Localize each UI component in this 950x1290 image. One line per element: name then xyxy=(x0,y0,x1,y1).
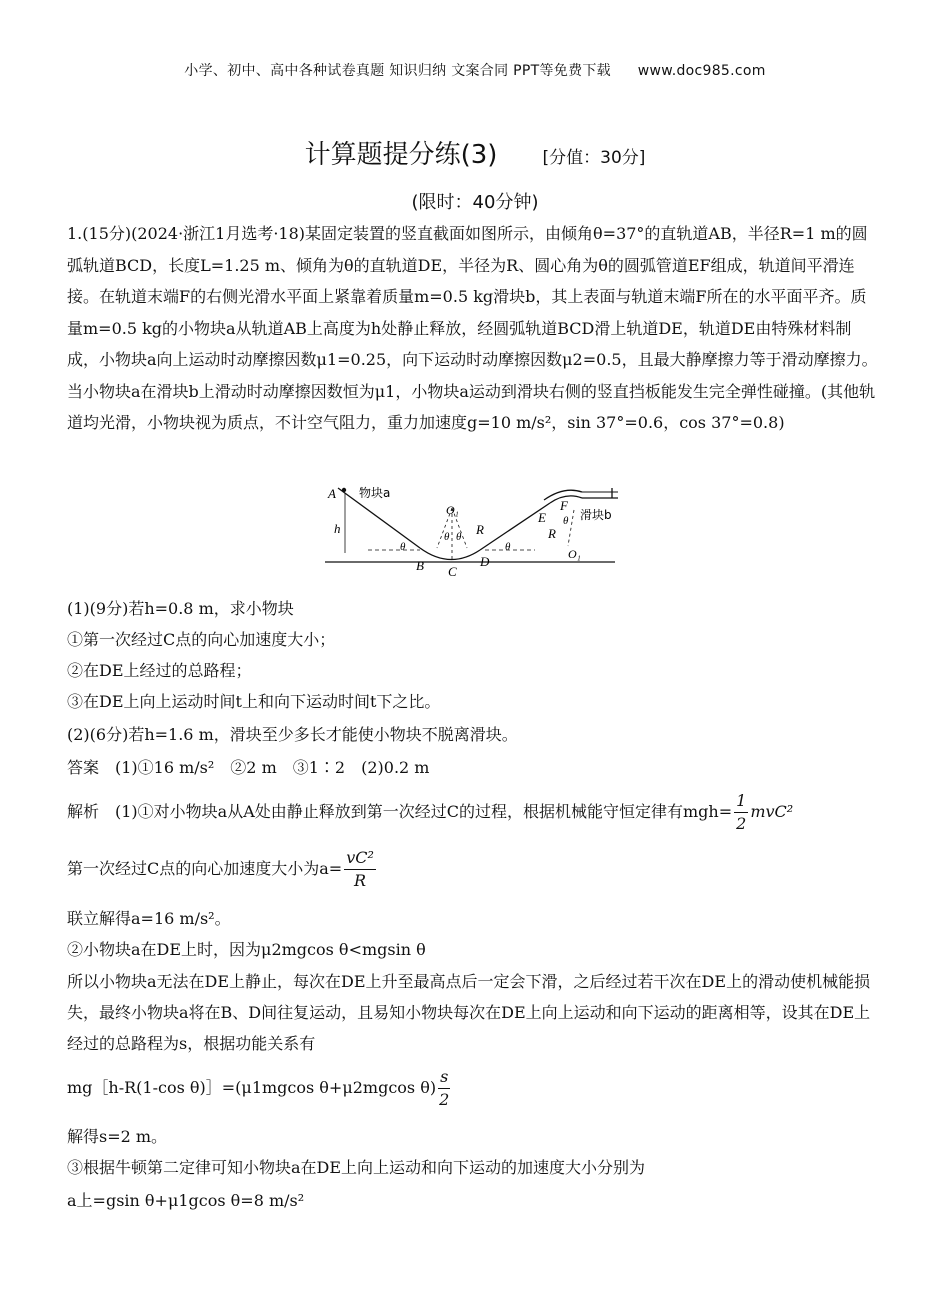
label-theta-center2: θ xyxy=(456,531,462,543)
label-e: E xyxy=(538,510,546,525)
solution-1b: 第一次经过C点的向心加速度大小为a= $\frac{\text{vC²}}{R}$ xyxy=(67,848,374,890)
label-theta-ef: θ xyxy=(563,515,569,527)
solution-1c: 联立解得a=16 m/s²。 xyxy=(67,909,231,928)
answer: 答案 (1)①16 m/s² ②2 m ③1∶2 (2)0.2 m xyxy=(67,758,430,777)
label-theta-center1: θ xyxy=(444,531,450,543)
label-r-left: R xyxy=(476,522,484,537)
label-b: B xyxy=(416,558,424,573)
problem-stem: 1.(15分)(2024·浙江1月选考·18)某固定装置的竖直截面如图所示，由倾角θ=37°的直轨道AB，半径R=1 m的圆弧轨道BCD，长度L=1.25 m、倾角为θ的直轨道DE，半径为R、圆心角为θ的圆弧管道EF组成，轨道间平滑连接。在轨道末端F的右侧光滑水平面上紧靠着质量m=0.5 kg滑块b，其上表面与轨道末端F所在的水平面平齐。质量m=0.5 kg的小物块a从轨道AB上高度为h处静止释放，经圆弧轨道BCD滑上轨道DE，轨道DE由特殊材料制成，小物块a向上运动时动摩擦因数μ1=0.25，向下运动时动摩擦因数μ2=0.5，且最大静摩擦力等于滑动摩擦力。当小物块a在滑块b上滑动时动摩擦因数恒为μ1，小物块a运动到滑块右侧的竖直挡板能发生完全弹性碰撞。(其他轨道均光滑，小物块视为质点，不计空气阻力，重力加速度g=10 m/s²，sin 37°=0.6，cos 37°=0.8) xyxy=(67,224,878,432)
label-c: C xyxy=(448,564,457,578)
page-header xyxy=(0,60,950,80)
label-h: h xyxy=(334,521,341,536)
label-a: A xyxy=(328,486,336,501)
header-text: 小学、初中、高中各种试卷真题 知识归纳 文案合同 PPT等免费下载 xyxy=(184,63,611,79)
solution-1a: 解析 (1)①对小物块a从A处由静止释放到第一次经过C的过程，根据机械能守恒定律有mgh= $\frac{1}{2}$ mvC² xyxy=(67,791,794,833)
fraction-half: $\frac{1}{2}$ xyxy=(736,791,747,833)
label-o1-left: O₁ xyxy=(446,503,459,517)
label-d: D xyxy=(480,554,490,569)
solution-3a: ③根据牛顿第二定律可知小物块a在DE上向上运动和向下运动的加速度大小分别为 xyxy=(67,1158,646,1177)
title-main: 计算题提分练(3) xyxy=(304,140,498,170)
fraction-s-2: $\frac{s}{2}$ xyxy=(439,1067,450,1109)
label-f: F xyxy=(560,498,568,513)
page-title xyxy=(0,134,950,171)
solution-2a: ②小物块a在DE上时，因为μ2mgcos θ<mgsin θ xyxy=(67,940,426,959)
fraction-vc-r: $\frac{\text{vC²}}{R}$ xyxy=(346,848,374,890)
question-1a: ①第一次经过C点的向心加速度大小； xyxy=(67,630,336,649)
header-url[interactable]: www.doc985.com xyxy=(637,63,766,79)
track-diagram xyxy=(320,478,620,578)
label-theta-left: θ xyxy=(400,541,406,553)
solution-2d: 解得s=2 m。 xyxy=(67,1127,168,1146)
arc-bcd xyxy=(420,548,480,560)
solution-2c: mg［h-R(1-cos θ)］=(μ1mgcos θ+μ2mgcos θ) $\frac{s}{2}$ xyxy=(67,1067,450,1109)
question-2: (2)(6分)若h=1.6 m，滑块至少多长才能使小物块不脱离滑块。 xyxy=(67,725,518,744)
question-1: (1)(9分)若h=0.8 m，求小物块 xyxy=(67,599,294,618)
label-o1-right: O₁ xyxy=(568,547,581,561)
label-theta-right: θ xyxy=(505,541,511,553)
block-a xyxy=(342,488,346,492)
label-block-a: 物块a xyxy=(359,486,391,500)
time-limit: (限时：40分钟) xyxy=(411,192,539,213)
title-score: [分值：30分] xyxy=(542,148,646,168)
solution-3b: a上=gsin θ+μ1gcos θ=8 m/s² xyxy=(67,1191,305,1210)
label-r-right: R xyxy=(548,526,556,541)
question-1b: ②在DE上经过的总路程； xyxy=(67,661,252,680)
solution-2b: 所以小物块a无法在DE上静止，每次在DE上升至最高点后一定会下滑，之后经过若干次在DE上的滑动使机械能损失，最终小物块a将在B、D间往复运动，且易知小物块每次在DE上向上运动和向下运动的距离相等，设其在DE上经过的总路程为s，根据功能关系有 xyxy=(67,972,871,1053)
label-block-b: 滑块b xyxy=(580,508,612,522)
question-1c: ③在DE上向上运动时间t上和向下运动时间t下之比。 xyxy=(67,692,441,711)
